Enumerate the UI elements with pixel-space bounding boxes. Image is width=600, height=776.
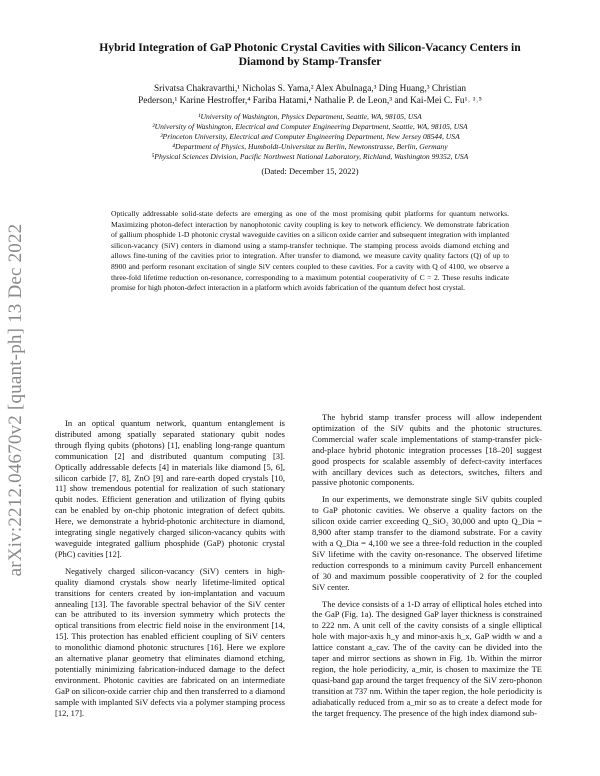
body-paragraph: In an optical quantum network, quantum entanglement is distributed among spatially separated stationary qubit nodes through flying qubits (photons) [1], enabling long-range quantum communication [2] and distributed quantum computing [3]. Optically addressable defects [4] in materials like diamond [5, 6], silicon carbide [7, 8], ZnO [9] and rare-earth doped crystals [10, 11] show tremendous potential for realization of such stationary qubit nodes. Efficient generation and utilization of flying qubits can be enabled by on-chip photonic integration of defect qubits. Here, we demonstrate a hybrid-photonic architecture in diamond, integrating single negatively charged silicon-vacancy qubits with waveguide integrated gallium phosphide (GaP) photonic crystal (PhC) cavities [12].	[55, 418, 285, 559]
body-paragraph: Negatively charged silicon-vacancy (SiV) centers in high-quality diamond crystals show nearly lifetime-limited optical transitions for centers created by ion-implantation and vacuum annealing [13]. The favorable spectral behavior of the SiV center can be attributed to its inversion symmetry which protects the optical transitions from electric field noise in the environment [14, 15]. This protection has enabled efficient coupling of SiV centers to monolithic diamond photonic structures [16]. Here we explore an alternative planar geometry that eliminates diamond etching, potentially minimizing fabrication-induced damage to the defect environment. Photonic cavities are fabricated on an intermediate GaP on silicon-oxide carrier chip and then transferred to a diamond sample with implanted SiV defects via a polymer stamping process [12, 17].	[55, 565, 285, 718]
author-list	[72, 84, 548, 108]
body-column-left	[55, 418, 285, 724]
affiliation-4: ⁴Department of Physics, Humboldt-Universitat zu Berlin, Newtonstrasse, Berlin, Germany	[172, 142, 448, 152]
authors-line-1: Srivatsa Chakravarthi,¹ Nicholas S. Yama,² Alex Abulnaga,³ Ding Huang,³ Christian	[154, 84, 466, 94]
body-paragraph: The hybrid stamp transfer process will allow independent optimization of the SiV qubits and the photonic structures. Commercial wafer scale implementations of stamp-transfer pick-and-place hybrid photonic integration processes [18–20] suggest good prospects for scalable assembly of defect-cavity interfaces with ancillary devices such as detectors, switches, filters and passive photonic components.	[312, 412, 542, 488]
authors-line-2: Pederson,¹ Karine Hestroffer,⁴ Fariba Hatami,⁴ Nathalie P. de Leon,³ and Kai-Mei C. Fu¹˒ ¹˒⁵	[138, 95, 482, 106]
paper-title	[60, 41, 560, 69]
abstract: Optically addressable solid-state defects are emerging as one of the most promising qubit platforms for quantum networks. Maximizing photon-defect interaction by nanophotonic cavity coupling is key to network efficiency. We demonstrate fabrication of gallium phosphide 1-D photonic crystal waveguide cavities on a silicon oxide carrier and subsequent integration with implanted silicon-vacancy (SiV) centers in diamond using a stamp-transfer technique. The stamping process avoids diamond etching and allows fine-tuning of the cavities prior to integration. After transfer to diamond, we measure cavity quality factors (Q) of up to 8900 and perform resonant excitation of single SiV centers coupled to these cavities. For a cavity with Q of 4100, we observe a three-fold lifetime reduction on-resonance, corresponding to a maximum potential cooperativity of C = 2. These results indicate promise for high photon-defect interaction in a platform which avoids fabrication of the quantum defect host crystal.	[111, 209, 509, 293]
body-paragraph: In our experiments, we demonstrate single SiV qubits coupled to GaP photonic cavities. We observe a quality factors on the silicon oxide carrier exceeding Q_SiO₂ 30,000 and upto Q_Dia = 8,900 after stamp transfer to the diamond substrate. For a cavity with a Q_Dia = 4,100 we see a three-fold reduction in the coupled SiV lifetime with the cavity on-resonance. The observed lifetime reduction corresponds to a minimum cavity Purcell enhancement of 30 and maximum possible cooperativity of 2 for the coupled SiV center.	[312, 494, 542, 592]
affiliation-3: ³Princeton University, Electrical and Computer Engineering Department, New Jersey 08544, USA	[160, 132, 460, 142]
arxiv-identifier	[2, 190, 30, 610]
title-line-1: Hybrid Integration of GaP Photonic Crystal Cavities with Silicon-Vacancy Centers in	[99, 41, 521, 54]
affiliation-2: ²University of Washington, Electrical and Computer Engineering Department, Seattle, WA, 98105, USA	[152, 122, 468, 132]
dated-line: (Dated: December 15, 2022)	[261, 166, 359, 176]
affiliations	[56, 112, 564, 162]
arxiv-identifier-text: arXiv:2212.04670v2 [quant-ph] 13 Dec 2022	[5, 223, 26, 577]
affiliation-5: ⁵Physical Sciences Division, Pacific Northwest National Laboratory, Richland, Washington 99352, USA	[151, 152, 469, 162]
body-column-right	[312, 412, 542, 724]
body-paragraph: The device consists of a 1-D array of elliptical holes etched into the GaP (Fig. 1a). The designed GaP layer thickness is constrained to 222 nm. A unit cell of the cavity consists of a single elliptical hole with major-axis h_y and minor-axis h_x, GaP width w and a lattice constant a_cav. The of the cavity can be divided into the taper and mirror sections as shown in Fig. 1b. Within the mirror region, the hole periodicity, a_mir, is chosen to maximize the TE quasi-band gap around the target frequency of the SiV zero-phonon transition at 737 nm. Within the taper region, the hole periodicity is adiabatically reduced from a_mir so as to create a defect mode for the target frequency. The presence of the high index diamond sub-	[312, 598, 542, 718]
affiliation-1: ¹University of Washington, Physics Department, Seattle, WA, 98105, USA	[198, 112, 422, 121]
title-line-2: Diamond by Stamp-Transfer	[238, 55, 382, 68]
